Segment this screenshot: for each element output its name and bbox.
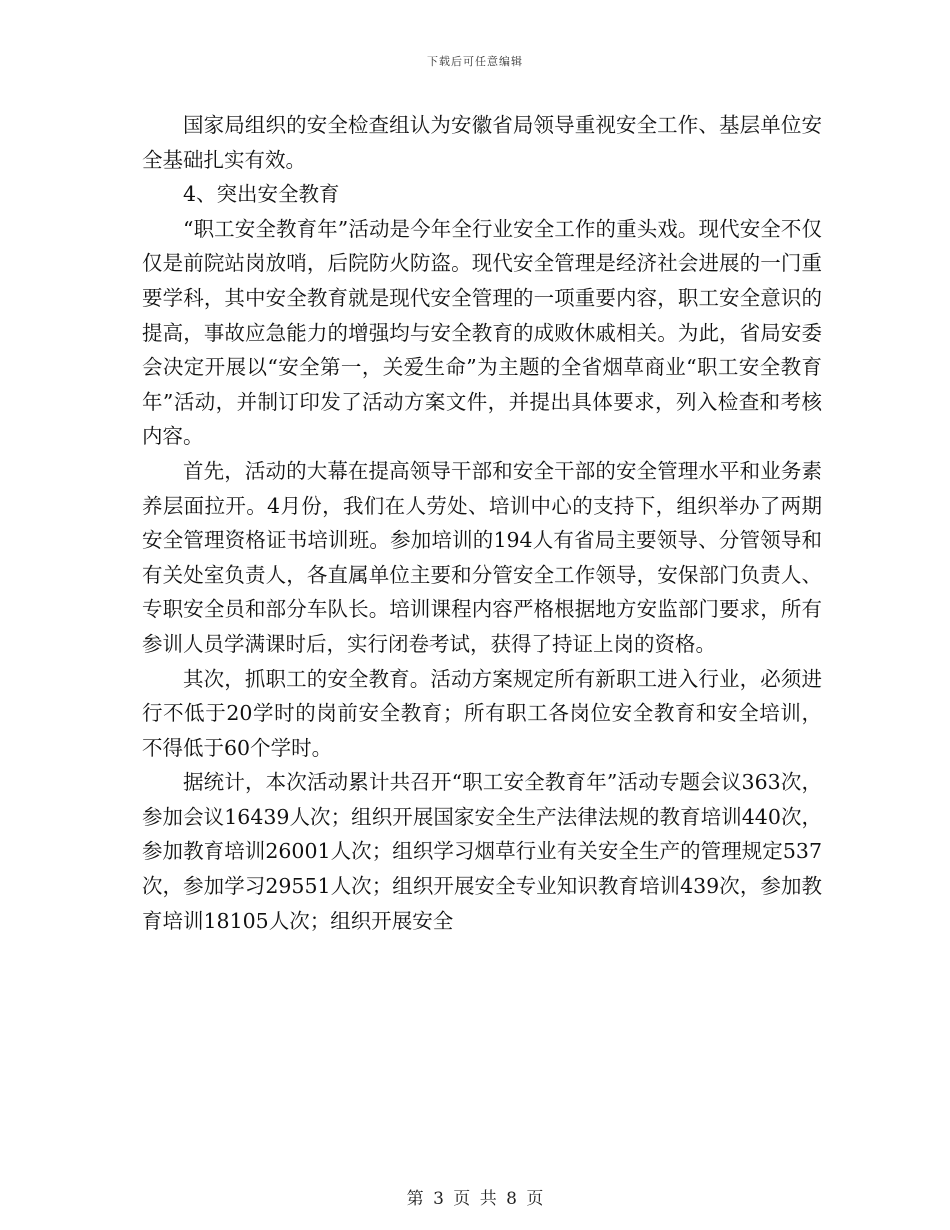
document-body — [142, 108, 822, 938]
paragraph-1: 国家局组织的安全检查组认为安徽省局领导重视安全工作、基层单位安全基础扎实有效。 — [142, 113, 822, 172]
paragraph-3: 首先，活动的大幕在提高领导干部和安全干部的安全管理水平和业务素养层面拉开。4月份，我们在人劳处、培训中心的支持下，组织举办了两期安全管理资格证书培训班。参加培训的194人有省局主要领导、分管领导和有关处室负责人，各直属单位主要和分管安全工作领导，安保部门负责人、专职安全员和部分车队长。培训课程内容严格根据地方安监部门要求，所有参训人员学满课时后，实行闭卷考试，获得了持证上岗的资格。 — [142, 458, 822, 656]
paragraph-4: 其次，抓职工的安全教育。活动方案规定所有新职工进入行业，必须进行不低于20学时的岗前安全教育；所有职工各岗位安全教育和安全培训，不得低于60个学时。 — [142, 666, 822, 760]
paragraph-5: 据统计，本次活动累计共召开“职工安全教育年”活动专题会议363次，参加会议16439人次；组织开展国家安全生产法律法规的教育培训440次，参加教育培训26001人次；组织学习烟草行业有关安全生产的管理规定537次，参加学习29551人次；组织开展安全专业知识教育培训439次，参加教育培训18105人次；组织开展安全 — [142, 770, 822, 933]
paragraph-2: “职工安全教育年”活动是今年全行业安全工作的重头戏。现代安全不仅仅是前院站岗放哨，后院防火防盗。现代安全管理是经济社会进展的一门重要学科，其中安全教育就是现代安全管理的一项重要内容，职工安全意识的提高，事故应急能力的增强均与安全教育的成败休戚相关。为此，省局安委会决定开展以“安全第一，关爱生命”为主题的全省烟草商业“职工安全教育年”活动，并制订印发了活动方案文件，并提出具体要求，列入检查和考核内容。 — [142, 216, 822, 449]
section-heading: 4、突出安全教育 — [183, 182, 340, 207]
page-number: 第 3 页 共 8 页 — [406, 1189, 544, 1209]
page-header: 下载后可任意编辑 — [427, 55, 523, 68]
